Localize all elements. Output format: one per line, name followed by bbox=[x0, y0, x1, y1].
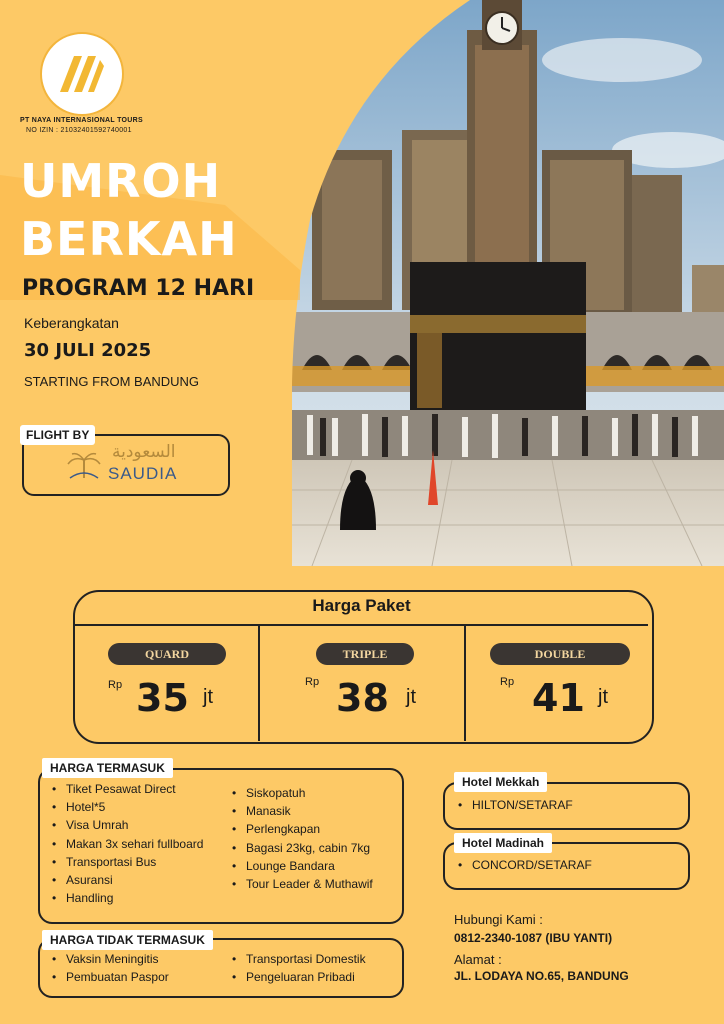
naya-logo bbox=[40, 32, 124, 116]
list-item: • Visa Umrah bbox=[52, 816, 203, 834]
price-divider-1 bbox=[258, 625, 260, 741]
list-item: • Pengeluaran Pribadi bbox=[232, 968, 366, 986]
hotel-mekkah-list bbox=[458, 796, 573, 814]
price-double: 41 bbox=[532, 676, 585, 720]
list-item: • Hotel*5 bbox=[52, 798, 203, 816]
list-item: • CONCORD/SETARAF bbox=[458, 856, 592, 874]
price-triple: 38 bbox=[336, 676, 389, 720]
airline-name: SAUDIA bbox=[108, 464, 178, 483]
unit-triple: jt bbox=[406, 686, 416, 708]
saudia-palm-logo-icon bbox=[66, 448, 102, 482]
flight-label: FLIGHT BY bbox=[20, 425, 95, 445]
list-item: • Transportasi Bus bbox=[52, 853, 203, 871]
price-divider-2 bbox=[464, 625, 466, 741]
starting-city: STARTING FROM BANDUNG bbox=[24, 374, 200, 389]
package-name-quard: QUARD bbox=[108, 643, 226, 665]
currency-quard: Rp bbox=[108, 679, 123, 691]
currency-double: Rp bbox=[500, 676, 515, 688]
list-item: • Manasik bbox=[232, 802, 373, 820]
excluded-list-col2 bbox=[232, 950, 366, 986]
list-item: • Bagasi 23kg, cabin 7kg bbox=[232, 839, 373, 857]
list-item: • Vaksin Meningitis bbox=[52, 950, 169, 968]
company-name: PT NAYA INTERNASIONAL TOURS bbox=[20, 117, 143, 124]
contact-label: Hubungi Kami : bbox=[454, 912, 543, 927]
unit-quard: jt bbox=[203, 686, 213, 708]
package-name-triple: TRIPLE bbox=[316, 643, 414, 665]
price-quard: 35 bbox=[136, 676, 189, 720]
list-item: • Transportasi Domestik bbox=[232, 950, 366, 968]
list-item: • Tiket Pesawat Direct bbox=[52, 780, 203, 798]
price-title: Harga Paket bbox=[312, 596, 411, 615]
list-item: • Tour Leader & Muthawif bbox=[232, 875, 373, 893]
price-divider bbox=[75, 624, 648, 626]
unit-double: jt bbox=[598, 686, 608, 708]
program-duration: PROGRAM 12 HARI bbox=[22, 276, 255, 301]
list-item: • Lounge Bandara bbox=[232, 857, 373, 875]
hotel-mekkah-label: Hotel Mekkah bbox=[454, 772, 547, 792]
included-list-col1 bbox=[52, 780, 203, 907]
title-line1: UMROH bbox=[20, 154, 222, 208]
hotel-madinah-label: Hotel Madinah bbox=[454, 833, 552, 853]
license-number: NO IZIN : 21032401592740001 bbox=[26, 127, 132, 134]
departure-date: 30 JULI 2025 bbox=[24, 340, 152, 361]
list-item: • HILTON/SETARAF bbox=[458, 796, 573, 814]
excluded-label: HARGA TIDAK TERMASUK bbox=[42, 930, 213, 950]
included-list-col2 bbox=[232, 784, 373, 893]
list-item: • Siskopatuh bbox=[232, 784, 373, 802]
package-name-double: DOUBLE bbox=[490, 643, 630, 665]
list-item: • Handling bbox=[52, 889, 203, 907]
address-label: Alamat : bbox=[454, 952, 502, 967]
list-item: • Asuransi bbox=[52, 871, 203, 889]
currency-triple: Rp bbox=[305, 676, 320, 688]
naya-logo-icon bbox=[42, 34, 122, 114]
address-value: JL. LODAYA NO.65, BANDUNG bbox=[454, 969, 629, 983]
list-item: • Perlengkapan bbox=[232, 820, 373, 838]
airline-arabic: السعودية bbox=[112, 442, 176, 462]
title-line2: BERKAH bbox=[20, 212, 238, 266]
excluded-list-col1 bbox=[52, 950, 169, 986]
list-item: • Pembuatan Paspor bbox=[52, 968, 169, 986]
contact-phone: 0812-2340-1087 (IBU YANTI) bbox=[454, 931, 613, 945]
list-item: • Makan 3x sehari fullboard bbox=[52, 835, 203, 853]
included-label: HARGA TERMASUK bbox=[42, 758, 173, 778]
departure-label: Keberangkatan bbox=[24, 315, 119, 331]
hotel-madinah-list bbox=[458, 856, 592, 874]
